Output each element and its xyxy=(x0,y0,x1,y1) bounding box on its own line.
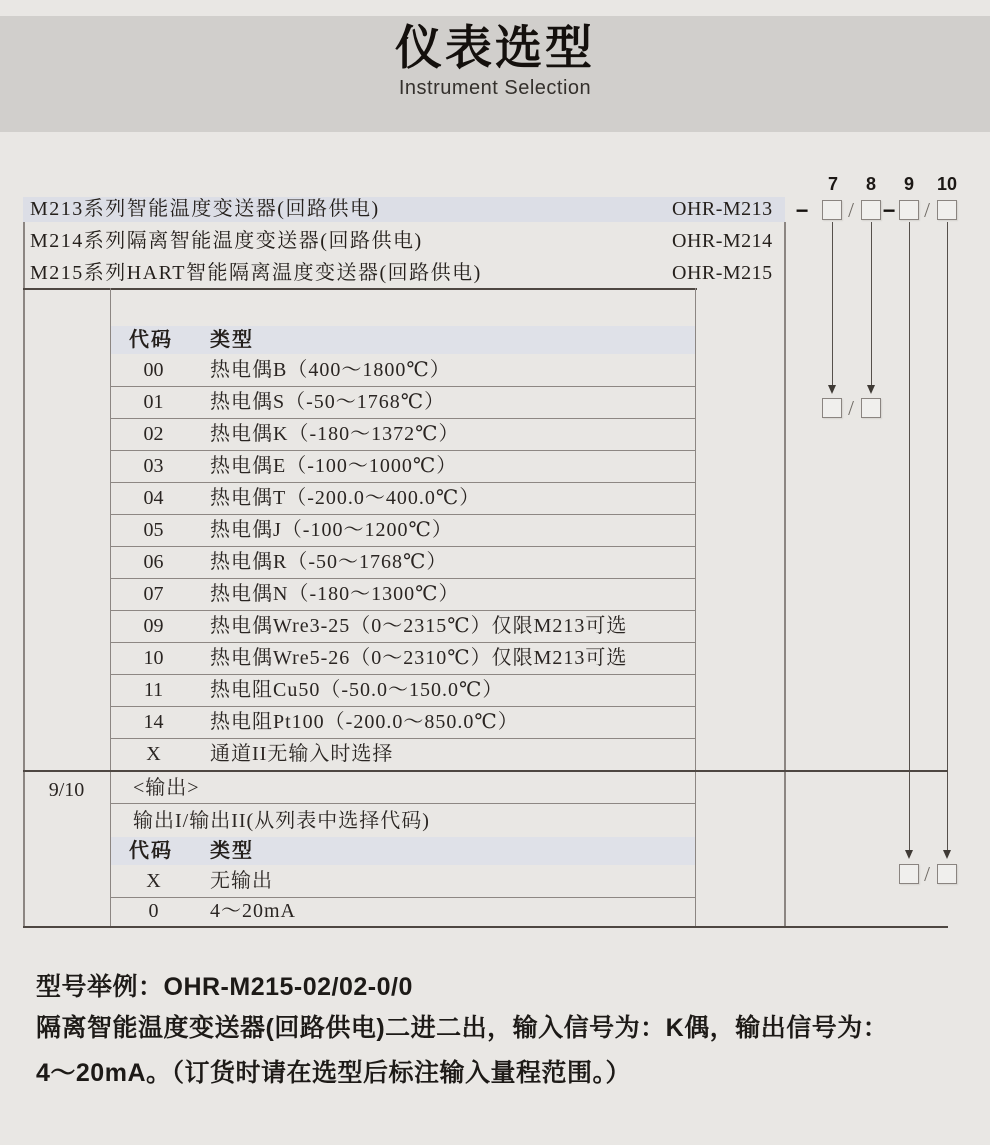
row-type: 热电阻Pt100（-200.0～850.0℃） xyxy=(210,711,519,733)
table-row xyxy=(111,896,695,926)
row-divider xyxy=(110,546,695,547)
example-desc-line-1: 隔离智能温度变送器(回路供电)二进二出，输入信号为：K偶，输出信号为： xyxy=(36,1014,889,1042)
row-divider xyxy=(110,642,695,643)
dash-separator: − xyxy=(882,198,896,223)
digit-label-9: 9 xyxy=(903,174,914,194)
dash-separator: − xyxy=(795,198,809,223)
digit-label-10: 10 xyxy=(936,174,958,194)
input-table-header xyxy=(111,326,695,354)
row-code: X xyxy=(146,870,161,892)
code-box-10 xyxy=(937,200,957,220)
code-box-7 xyxy=(822,200,842,220)
row-code: 00 xyxy=(143,359,164,381)
row-type: 热电偶Wre3-25（0～2315℃）仅限M213可选 xyxy=(210,615,628,637)
table-row xyxy=(111,642,695,674)
table-row xyxy=(111,674,695,706)
table-row xyxy=(111,706,695,738)
row-type: 热电偶R（-50～1768℃） xyxy=(210,551,448,573)
table-col-divider-right xyxy=(695,288,696,928)
arrowhead-9 xyxy=(905,850,913,859)
page-subtitle: Instrument Selection xyxy=(398,77,592,99)
model-name: M213系列智能温度变送器(回路供电) xyxy=(30,198,380,220)
row-divider xyxy=(110,482,695,483)
row-divider xyxy=(110,706,695,707)
table-row xyxy=(111,418,695,450)
model-row-m215 xyxy=(23,261,785,286)
drop-line-10 xyxy=(947,222,949,850)
model-code: OHR-M215 xyxy=(672,262,773,284)
row-divider xyxy=(110,418,695,419)
table-row xyxy=(111,450,695,482)
column-header-type: 类型 xyxy=(210,329,254,351)
row-type: 通道II无输入时选择 xyxy=(210,743,394,765)
row-divider xyxy=(110,803,695,804)
table-row xyxy=(111,514,695,546)
output-subheader: 输出I/输出II(从列表中选择代码) xyxy=(133,810,430,832)
output-code-box-I xyxy=(899,864,919,884)
example-desc-line-2: 4～20mA。（订货时请在选型后标注输入量程范围。） xyxy=(36,1059,631,1087)
table-row xyxy=(111,865,695,897)
row-type: 热电偶N（-180～1300℃） xyxy=(210,583,460,605)
arrowhead-7 xyxy=(828,385,836,394)
table-bottom-line xyxy=(23,926,948,928)
row-code: 07 xyxy=(143,583,164,605)
row-code: 06 xyxy=(143,551,164,573)
row-code: 10 xyxy=(143,647,164,669)
digit-label-7: 7 xyxy=(827,174,838,194)
code-box-8 xyxy=(861,200,881,220)
table-row xyxy=(111,578,695,610)
model-name: M214系列隔离智能温度变送器(回路供电) xyxy=(30,230,423,252)
row-divider xyxy=(110,738,695,739)
row-code: 11 xyxy=(143,679,164,701)
row-code: 05 xyxy=(143,519,164,541)
slash-separator: / xyxy=(848,396,854,420)
row-type: 热电偶E（-100～1000℃） xyxy=(210,455,458,477)
column-header-code: 代码 xyxy=(129,329,173,351)
input-code-box-II xyxy=(861,398,881,418)
page-title: 仪表选型 xyxy=(395,21,595,74)
row-divider xyxy=(110,610,695,611)
section-divider-line xyxy=(23,770,948,772)
drop-line-8 xyxy=(871,222,873,385)
row-code: X xyxy=(146,743,161,765)
row-divider xyxy=(110,450,695,451)
example-model-line: 型号举例：OHR-M215-02/02-0/0 xyxy=(36,973,413,1001)
row-type: 热电阻Cu50（-50.0～150.0℃） xyxy=(210,679,504,701)
table-row xyxy=(111,354,695,386)
model-row-m214 xyxy=(23,229,785,254)
row-code: 0 xyxy=(148,900,159,922)
column-header-code: 代码 xyxy=(129,840,173,862)
row-type: 热电偶S（-50～1768℃） xyxy=(210,391,446,413)
output-table-header xyxy=(111,837,695,865)
row-code: 09 xyxy=(143,615,164,637)
column-header-type: 类型 xyxy=(210,840,254,862)
row-code: 01 xyxy=(143,391,164,413)
drop-line-7 xyxy=(832,222,834,385)
table-row xyxy=(111,738,695,770)
output-code-box-II xyxy=(937,864,957,884)
row-code: 04 xyxy=(143,487,164,509)
slash-separator: / xyxy=(924,198,930,222)
row-type: 4～20mA xyxy=(210,900,296,922)
row-code: 03 xyxy=(143,455,164,477)
model-name: M215系列HART智能隔离温度变送器(回路供电) xyxy=(30,262,482,284)
arrowhead-10 xyxy=(943,850,951,859)
slash-separator: / xyxy=(924,862,930,886)
row-type: 热电偶T（-200.0～400.0℃） xyxy=(210,487,481,509)
arrowhead-8 xyxy=(867,385,875,394)
digit-label-8: 8 xyxy=(865,174,876,194)
row-type: 无输出 xyxy=(210,870,273,892)
output-header: <输出> xyxy=(133,777,200,799)
drop-line-9 xyxy=(909,222,911,850)
slash-separator: / xyxy=(848,198,854,222)
table-top-line xyxy=(23,288,697,290)
row-divider xyxy=(110,386,695,387)
model-code: OHR-M213 xyxy=(672,198,773,220)
table-border-left xyxy=(23,222,25,928)
row-divider xyxy=(110,514,695,515)
row-divider xyxy=(110,674,695,675)
model-code: OHR-M214 xyxy=(672,230,773,252)
input-code-box-I xyxy=(822,398,842,418)
table-row xyxy=(111,386,695,418)
row-code: 14 xyxy=(143,711,164,733)
table-border-right xyxy=(784,222,786,928)
table-row xyxy=(111,482,695,514)
table-row xyxy=(111,546,695,578)
row-code: 02 xyxy=(143,423,164,445)
output-section-label: 9/10 xyxy=(48,779,85,801)
row-divider xyxy=(110,578,695,579)
row-type: 热电偶Wre5-26（0～2310℃）仅限M213可选 xyxy=(210,647,628,669)
row-type: 热电偶K（-180～1372℃） xyxy=(210,423,460,445)
code-box-9 xyxy=(899,200,919,220)
row-type: 热电偶J（-100～1200℃） xyxy=(210,519,453,541)
table-row xyxy=(111,610,695,642)
row-type: 热电偶B（400～1800℃） xyxy=(210,359,451,381)
model-row-m213 xyxy=(23,197,785,222)
